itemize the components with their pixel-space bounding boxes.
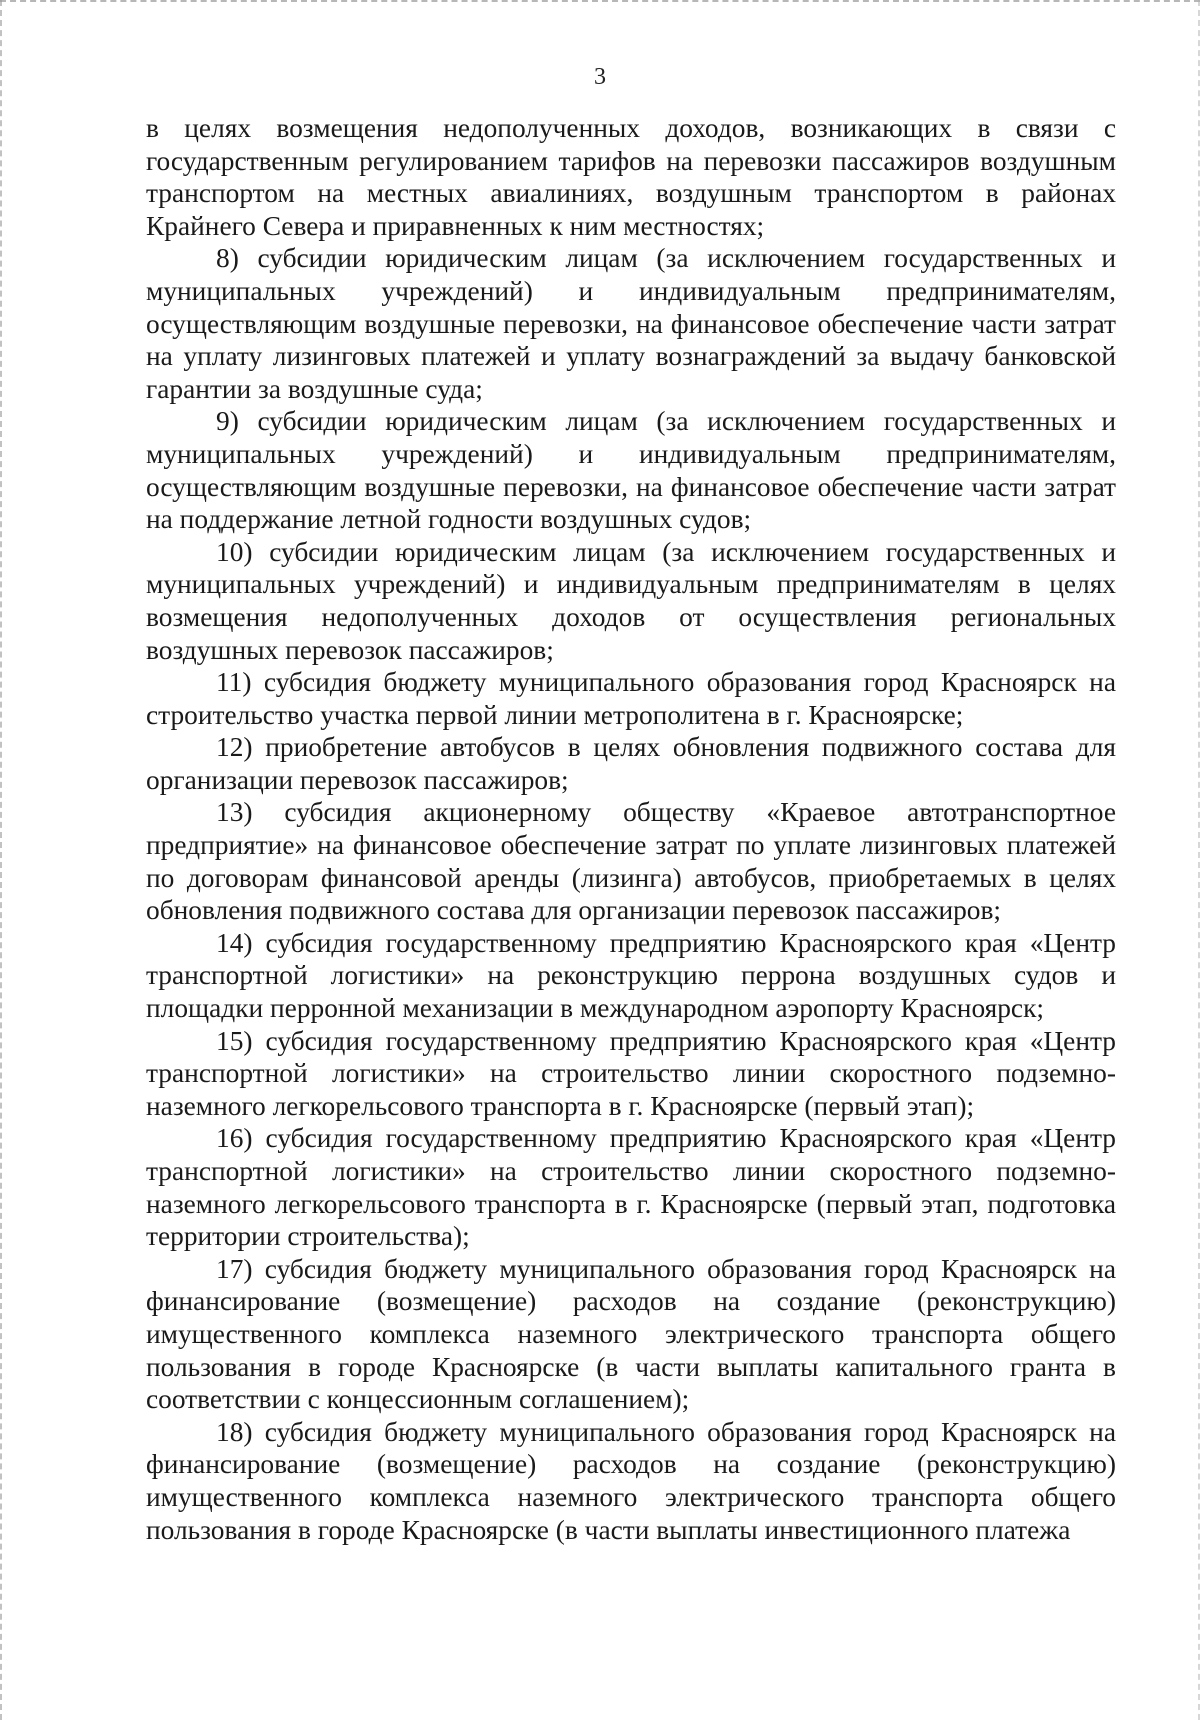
paragraph-continuation: в целях возмещения недополученных доходов, возникающих в связи с государственным регулированием тарифов на перевозки пассажиров воздушным транспортом на местных авиалиниях, воздушным транспортом в районах Крайнего Севера и приравненных к ним местностях; bbox=[146, 113, 1116, 241]
paragraph-item-9: 9) субсидии юридическим лицам (за исключением государственных и муниципальных учреждений) и индивидуальным предпринимателям, осуществляющим воздушные перевозки, на финансовое обеспечение части затрат на поддержание летной годности воздушных судов; bbox=[146, 406, 1116, 535]
paragraph-item-8: 8) субсидии юридическим лицам (за исключением государственных и муниципальных учреждений) и индивидуальным предпринимателям, осуществляющим воздушные перевозки, на финансовое обеспечение части затрат на уплату лизинговых платежей и уплату вознаграждений за выдачу банковской гарантии за воздушные суда; bbox=[146, 243, 1116, 404]
paragraph-item-15: 15) субсидия государственному предприятию Красноярского края «Центр транспортной логистики» на строительство линии скоростного подземно-наземного легкорельсового транспорта в г. Красноярске (первый этап); bbox=[146, 1025, 1116, 1121]
paragraph-item-13: 13) субсидия акционерному обществу «Краевое автотранспортное предприятие» на финансовое обеспечение затрат по уплате лизинговых платежей по договорам финансовой аренды (лизинга) автобусов, приобретаемых в целях обновления подвижного состава для организации перевозок пассажиров; bbox=[146, 797, 1116, 926]
paragraph-item-11: 11) субсидия бюджету муниципального образования город Красноярск на строительство участка первой линии метрополитена в г. Красноярске; bbox=[146, 667, 1116, 730]
paragraph-item-10: 10) субсидии юридическим лицам (за исключением государственных и муниципальных учреждений) и индивидуальным предпринимателям в целях возмещения недополученных доходов от осуществления региональных воздушных перевозок пассажиров; bbox=[146, 536, 1116, 665]
paragraph-item-14: 14) субсидия государственному предприятию Красноярского края «Центр транспортной логистики» на реконструкцию перрона воздушных судов и площадки перронной механизации в международном аэропорту Красноярск; bbox=[146, 927, 1116, 1024]
document-body bbox=[146, 112, 1116, 1546]
page-number: 3 bbox=[594, 64, 606, 90]
paragraph-item-12: 12) приобретение автобусов в целях обновления подвижного состава для организации перевозок пассажиров; bbox=[146, 732, 1116, 795]
scan-edge-top bbox=[0, 0, 1200, 4]
paragraph-item-18: 18) субсидия бюджету муниципального образования город Красноярск на финансирование (возмещение) расходов на создание (реконструкцию) имущественного комплекса наземного электрического транспорта общего пользования в городе Красноярске (в части выплаты инвестиционного платежа bbox=[146, 1416, 1116, 1545]
scan-edge-left bbox=[0, 0, 4, 1720]
paragraph-item-17: 17) субсидия бюджету муниципального образования город Красноярск на финансирование (возмещение) расходов на создание (реконструкцию) имущественного комплекса наземного электрического транспорта общего пользования в городе Красноярске (в части выплаты капитального гранта в соответствии с концессионным соглашением); bbox=[146, 1253, 1116, 1415]
scan-edge-right bbox=[1196, 0, 1200, 1720]
paragraph-item-16: 16) субсидия государственному предприятию Красноярского края «Центр транспортной логистики» на строительство линии скоростного подземно-наземного легкорельсового транспорта в г. Красноярске (первый этап, подготовка территории строительства); bbox=[146, 1123, 1116, 1252]
